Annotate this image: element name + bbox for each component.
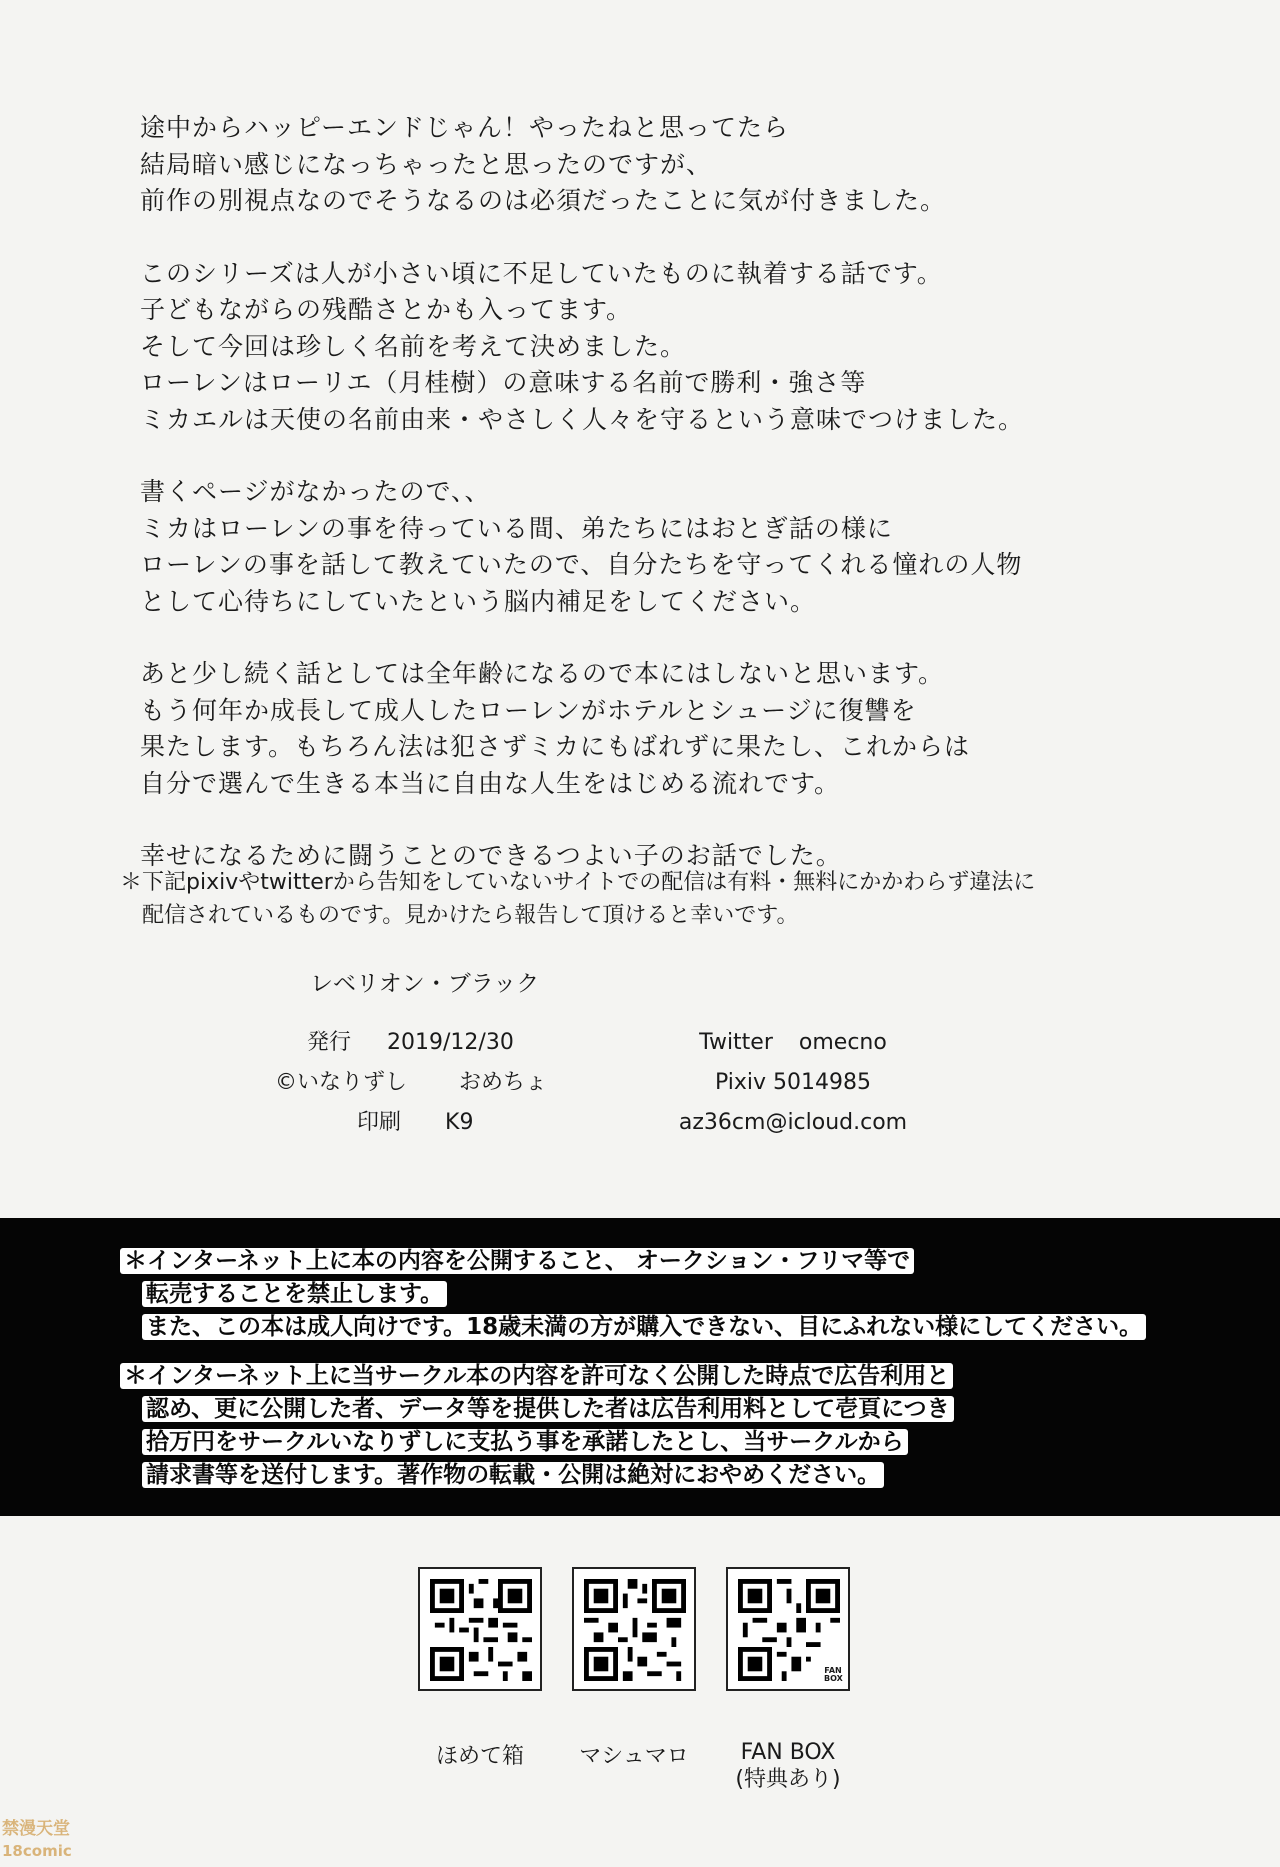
notice-line: ＊下記pixivやtwitterから告知をしていないサイトでの配信は有料・無料にかかわらず違法に: [120, 870, 1036, 895]
warning-block-resale: [120, 1245, 1240, 1344]
watermark-line: 18comic: [2, 1842, 72, 1860]
watermark-line: 禁漫天堂: [2, 1819, 70, 1839]
warning-block-copyright: [120, 1360, 1240, 1492]
qr-label-homete: ほめて箱: [435, 1744, 524, 1769]
afterword: [140, 110, 1180, 911]
published-row: [275, 1023, 547, 1063]
text-line: 幸せになるために闘うことのできるつよい子のお話でした。: [140, 841, 842, 870]
site-watermark-logo: [2, 1818, 114, 1864]
text-line: 途中からハッピーエンドじゃん！やったねと思ってたら: [140, 113, 790, 142]
warning-line: ＊インターネット上に当サークル本の内容を許可なく公開した時点で広告利用と: [120, 1363, 953, 1389]
warning-line: ＊インターネット上に本の内容を公開すること、 オークション・フリマ等で: [120, 1248, 914, 1274]
qr-code-icon: [584, 1579, 686, 1681]
copyright-circle: ©いなりずし: [275, 1070, 408, 1095]
email-address: az36cm@icloud.com: [678, 1110, 908, 1135]
text-line: 子どもながらの残酷さとかも入ってます。: [140, 295, 633, 324]
printer-row: [275, 1103, 547, 1143]
warning-text: [120, 1245, 1240, 1508]
text-line: 果たします。もちろん法は犯さずミカにもばれずに果たし、これからは: [140, 732, 971, 761]
twitter-label: Twitter: [699, 1030, 773, 1055]
printer-label: 印刷: [357, 1110, 402, 1135]
warning-line: 転売することを禁止します。: [142, 1281, 447, 1307]
twitter-handle: omecno: [798, 1030, 887, 1055]
text-line: として心待ちにしていたという脳内補足をしてください。: [140, 586, 817, 616]
warning-line: 請求書等を送付します。著作物の転載・公開は絶対におやめください。: [142, 1462, 884, 1488]
qr-code-homete-box[interactable]: [418, 1567, 542, 1691]
text-line: ローレンはローリエ（月桂樹）の意味する名前で勝利・強さ等: [140, 368, 867, 397]
copyright-row: [275, 1063, 547, 1103]
published-label: 発行: [307, 1030, 352, 1055]
afterword-paragraph: [140, 474, 1180, 620]
warning-line: 拾万円をサークルいなりずしに支払う事を承諾したとし、当サークルから: [142, 1429, 908, 1455]
text-line: このシリーズは人が小さい頃に不足していたものに執着する話です。: [140, 258, 943, 288]
colophon-details: [275, 1023, 547, 1143]
warning-line: 認め、更に公開した者、データ等を提供した者は広告利用料として壱頁につき: [142, 1396, 954, 1422]
afterword-paragraph: [140, 256, 1180, 439]
contact-details: [668, 1023, 918, 1143]
text-line: ミカエルは天使の名前由来・やさしく人々を守るという意味でつけました。: [140, 404, 1025, 434]
printer-name: K9: [445, 1110, 474, 1135]
distribution-notice: [120, 866, 1180, 932]
warning-line: また、この本は成人向けです。18歳未満の方が購入できない、目にふれない様にしてください。: [142, 1314, 1146, 1340]
text-line: そして今回は珍しく名前を考えて決めました。: [140, 331, 687, 361]
author-name: おめちょ: [459, 1070, 548, 1095]
text-line: 自分で選んで生きる本当に自由な人生をはじめる流れです。: [140, 768, 841, 798]
qr-label-fanbox: [713, 1739, 863, 1793]
text-line: 前作の別視点なのでそうなるのは必須だったことに気が付きました。: [140, 186, 947, 215]
qr-label-marshmallow: マシュマロ: [579, 1744, 689, 1769]
text-line: 書くページがなかったので、、: [140, 477, 491, 506]
qr-code-marshmallow[interactable]: [572, 1567, 696, 1691]
qr-code-icon: [430, 1579, 532, 1681]
qr-code-fanbox[interactable]: [726, 1567, 850, 1691]
text-line: ローレンの事を話して教えていたので、自分たちを守ってくれる憧れの人物: [140, 550, 1023, 579]
afterword-paragraph: [140, 110, 1180, 220]
published-date: 2019/12/30: [387, 1030, 514, 1055]
text-line: あと少し続く話としては全年齢になるので本にはしないと思います。: [140, 659, 945, 688]
book-title: レベリオン・ブラック: [310, 971, 540, 997]
twitter-row: [668, 1023, 918, 1063]
qr-label-fanbox-title: FAN BOX: [740, 1740, 836, 1765]
text-line: もう何年か成長して成人したローレンがホテルとシュージに復讐を: [140, 695, 917, 725]
fanbox-badge: FAN BOX: [824, 1666, 843, 1683]
afterword-paragraph: [140, 656, 1180, 802]
notice-line: 配信されているものです。見かけたら報告して頂けると幸いです。: [142, 903, 799, 928]
text-line: ミカはローレンの事を待っている間、弟たちにはおとぎ話の様に: [140, 513, 893, 543]
text-line: 結局暗い感じになっちゃったと思ったのですが、: [140, 149, 713, 179]
qr-label-fanbox-sub: (特典あり): [735, 1767, 841, 1792]
pixiv-id: Pixiv 5014985: [714, 1070, 872, 1095]
qr-code-row: [418, 1567, 873, 1792]
